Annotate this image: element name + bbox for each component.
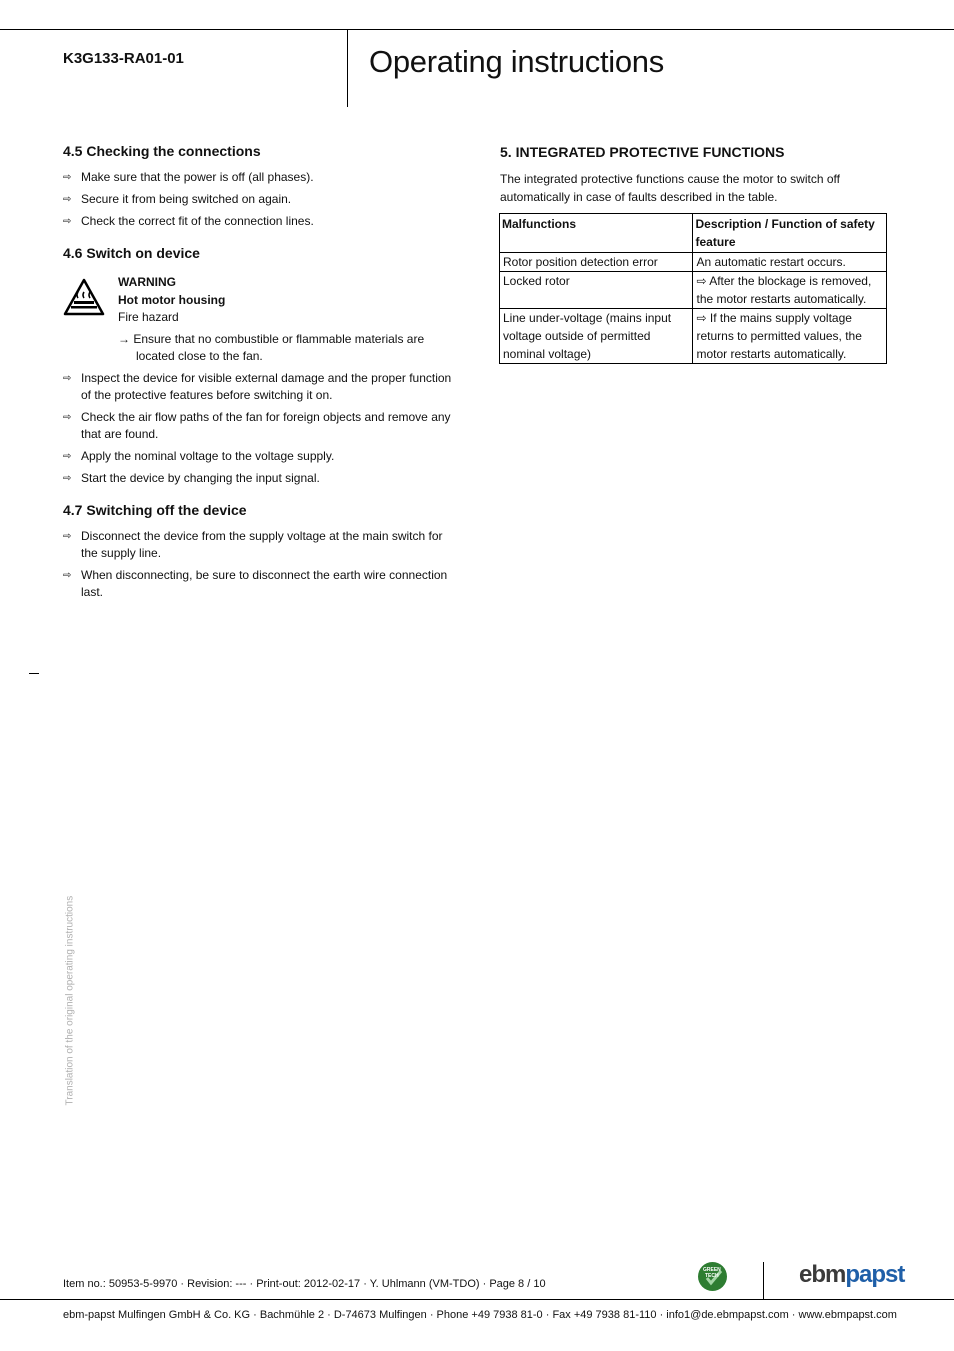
section-heading-4-6: 4.6 Switch on device bbox=[63, 245, 200, 261]
header-top-rule bbox=[0, 29, 954, 30]
arrow-bullet-icon: ⇨ bbox=[63, 531, 72, 542]
footer-company-info: ebm-papst Mulfingen GmbH & Co. KG · Bachmühle 2 · D-74673 Mulfingen · Phone +49 7938 81-0 · Fax +49 7938 81-110 · info1@de.ebmpapst.com · www.ebmpapst.com bbox=[63, 1309, 897, 1321]
table-row bbox=[500, 272, 887, 309]
footer-logo-divider bbox=[763, 1262, 764, 1299]
arrow-bullet-icon: ⇨ bbox=[63, 216, 72, 227]
arrow-bullet-icon: ⇨ bbox=[63, 412, 72, 423]
table-row bbox=[500, 309, 887, 364]
footer-rule bbox=[0, 1299, 954, 1300]
section-heading-4-7: 4.7 Switching off the device bbox=[63, 502, 247, 518]
table-cell: Line under-voltage (mains input voltage outside of permitted nominal voltage) bbox=[500, 309, 693, 364]
greentech-badge-icon bbox=[698, 1262, 727, 1291]
logo-part-ebm: ebm bbox=[799, 1261, 846, 1288]
table-cell: ⇨ If the mains supply voltage returns to permitted values, the motor restarts automatically. bbox=[693, 309, 887, 364]
table-row bbox=[500, 253, 887, 272]
footer-item-info: Item no.: 50953-5-9970 · Revision: --- · Print-out: 2012-02-17 · Y. Uhlmann (VM-TDO) · Page 8 / 10 bbox=[63, 1278, 546, 1290]
table-cell: Rotor position detection error bbox=[500, 253, 693, 272]
arrow-bullet-icon: ⇨ bbox=[63, 570, 72, 581]
badge-text-tech: TECH bbox=[705, 1273, 719, 1279]
table-cell: ⇨ After the blockage is removed, the motor restarts automatically. bbox=[693, 272, 887, 309]
arrow-bullet-icon: ⇨ bbox=[63, 451, 72, 462]
arrow-bullet-icon: ⇨ bbox=[63, 373, 72, 384]
warning-title: Hot motor housing bbox=[118, 293, 226, 307]
table-header-row bbox=[500, 214, 887, 253]
arrow-bullet-icon: ⇨ bbox=[63, 172, 72, 183]
logo-part-papst: papst bbox=[845, 1261, 905, 1288]
section-5-intro-line1: The integrated protective functions cause the motor to switch off bbox=[500, 172, 840, 186]
hot-surface-warning-icon bbox=[63, 278, 105, 316]
margin-tick bbox=[29, 673, 39, 674]
section-heading-4-5: 4.5 Checking the connections bbox=[63, 143, 261, 159]
warning-action-line1: → Ensure that no combustible or flammable materials are bbox=[118, 332, 425, 346]
table-cell: An automatic restart occurs. bbox=[693, 253, 887, 272]
section-5-intro-line2: automatically in case of faults described in the table. bbox=[500, 190, 778, 204]
column-header-description: Description / Function of safety feature bbox=[693, 214, 887, 253]
table-cell: Locked rotor bbox=[500, 272, 693, 309]
badge-text-green: GREEN bbox=[703, 1267, 721, 1273]
arrow-bullet-icon: ⇨ bbox=[63, 473, 72, 484]
page-title: Operating instructions bbox=[369, 44, 664, 79]
warning-hazard: Fire hazard bbox=[118, 310, 179, 324]
protective-functions-table bbox=[499, 213, 887, 364]
warning-label: WARNING bbox=[118, 275, 176, 289]
warning-action-line2: located close to the fan. bbox=[136, 349, 263, 363]
side-note: Translation of the original operating instructions bbox=[64, 895, 76, 1106]
ebmpapst-logo bbox=[799, 1261, 904, 1289]
arrow-bullet-icon: ⇨ bbox=[63, 194, 72, 205]
header-divider bbox=[347, 29, 348, 107]
model-number: K3G133-RA01-01 bbox=[63, 50, 184, 67]
column-header-malfunctions: Malfunctions bbox=[500, 214, 693, 253]
section-heading-5: 5. INTEGRATED PROTECTIVE FUNCTIONS bbox=[500, 144, 785, 160]
